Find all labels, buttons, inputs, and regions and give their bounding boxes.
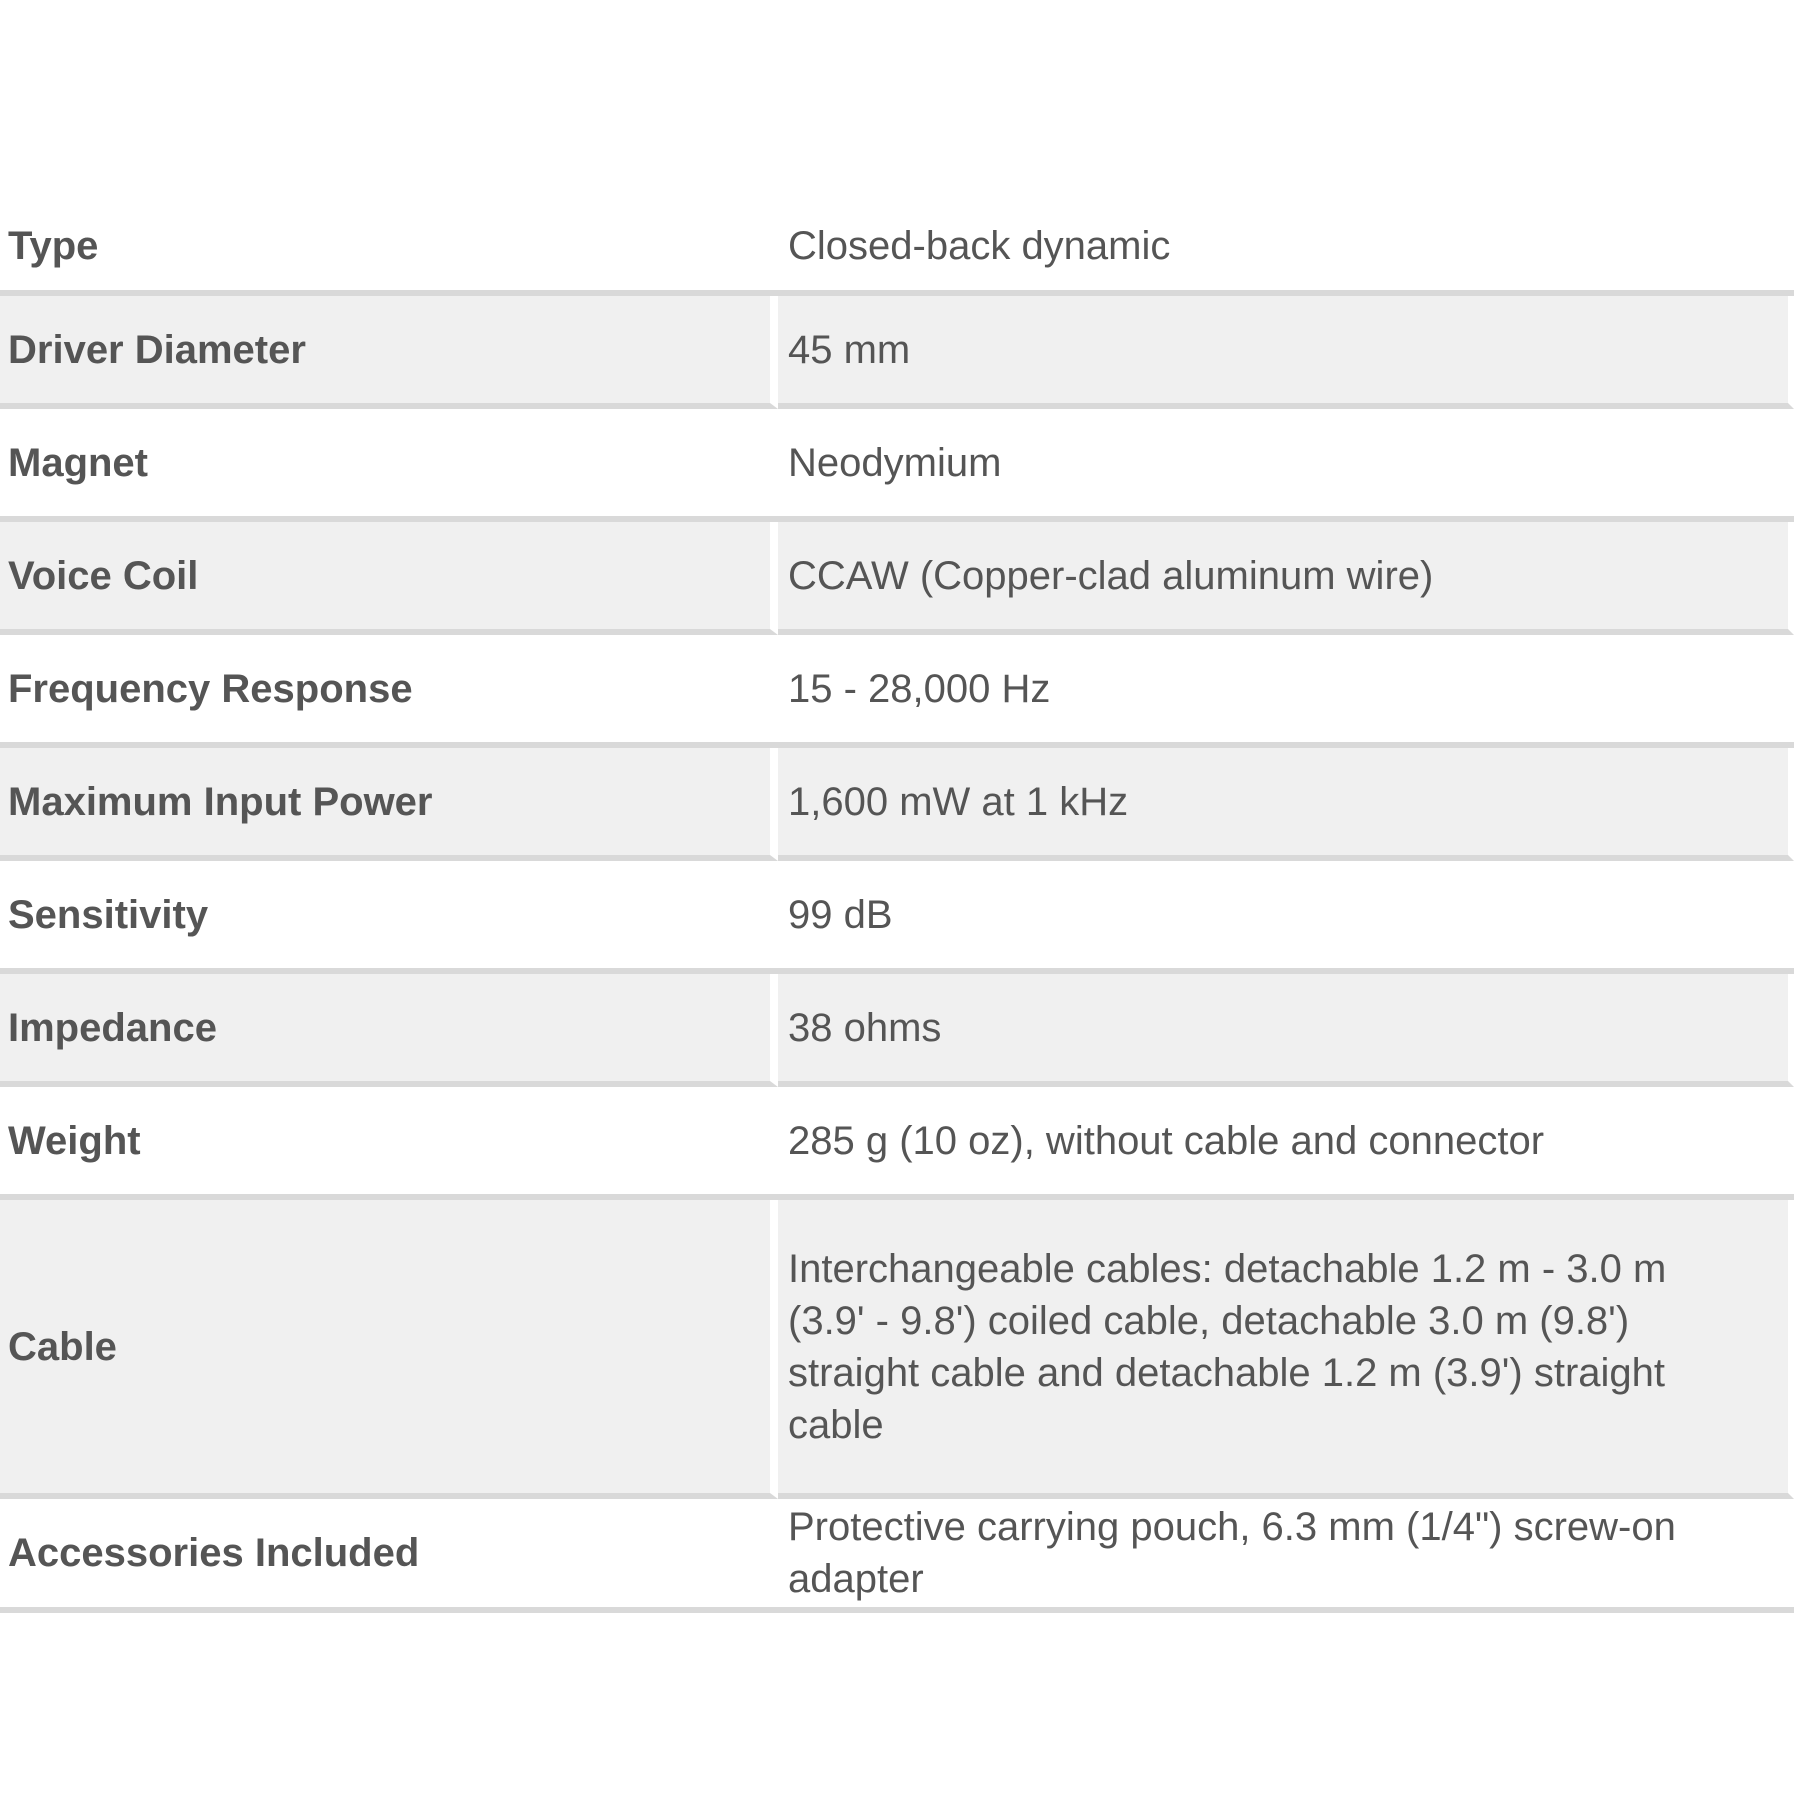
spec-label: Maximum Input Power: [0, 748, 778, 861]
spec-row-accessories-included: [0, 1499, 1794, 1613]
spec-value: 99 dB: [778, 861, 1794, 974]
spec-label: Weight: [0, 1087, 778, 1200]
spec-label: Driver Diameter: [0, 296, 778, 409]
spec-row-frequency-response: [0, 635, 1794, 748]
spec-row-weight: [0, 1087, 1794, 1200]
spec-value: 38 ohms: [778, 974, 1794, 1087]
spec-value: 15 - 28,000 Hz: [778, 635, 1794, 748]
spec-table: [0, 202, 1794, 1613]
spec-value: 45 mm: [778, 296, 1794, 409]
spec-row-driver-diameter: [0, 296, 1794, 409]
spec-value: Neodymium: [778, 409, 1794, 522]
spec-value: 285 g (10 oz), without cable and connector: [778, 1087, 1794, 1200]
spec-value: Protective carrying pouch, 6.3 mm (1/4") screw-on adapter: [778, 1499, 1794, 1613]
spec-row-type: [0, 202, 1794, 296]
spec-value: Closed-back dynamic: [778, 202, 1794, 296]
spec-value: Interchangeable cables: detachable 1.2 m - 3.0 m (3.9' - 9.8') coiled cable, detachable 3.0 m (9.8') straight cable and detachable 1.2 m (3.9') straight cable: [778, 1200, 1794, 1499]
spec-value: 1,600 mW at 1 kHz: [778, 748, 1794, 861]
spec-row-cable: [0, 1200, 1794, 1499]
spec-row-impedance: [0, 974, 1794, 1087]
spec-label: Sensitivity: [0, 861, 778, 974]
spec-label: Impedance: [0, 974, 778, 1087]
spec-value: CCAW (Copper-clad aluminum wire): [778, 522, 1794, 635]
spec-row-sensitivity: [0, 861, 1794, 974]
spec-row-voice-coil: [0, 522, 1794, 635]
spec-label: Magnet: [0, 409, 778, 522]
spec-label: Accessories Included: [0, 1499, 778, 1613]
spec-row-magnet: [0, 409, 1794, 522]
spec-label: Type: [0, 202, 778, 296]
spec-label: Cable: [0, 1200, 778, 1499]
spec-row-maximum-input-power: [0, 748, 1794, 861]
spec-label: Voice Coil: [0, 522, 778, 635]
spec-label: Frequency Response: [0, 635, 778, 748]
